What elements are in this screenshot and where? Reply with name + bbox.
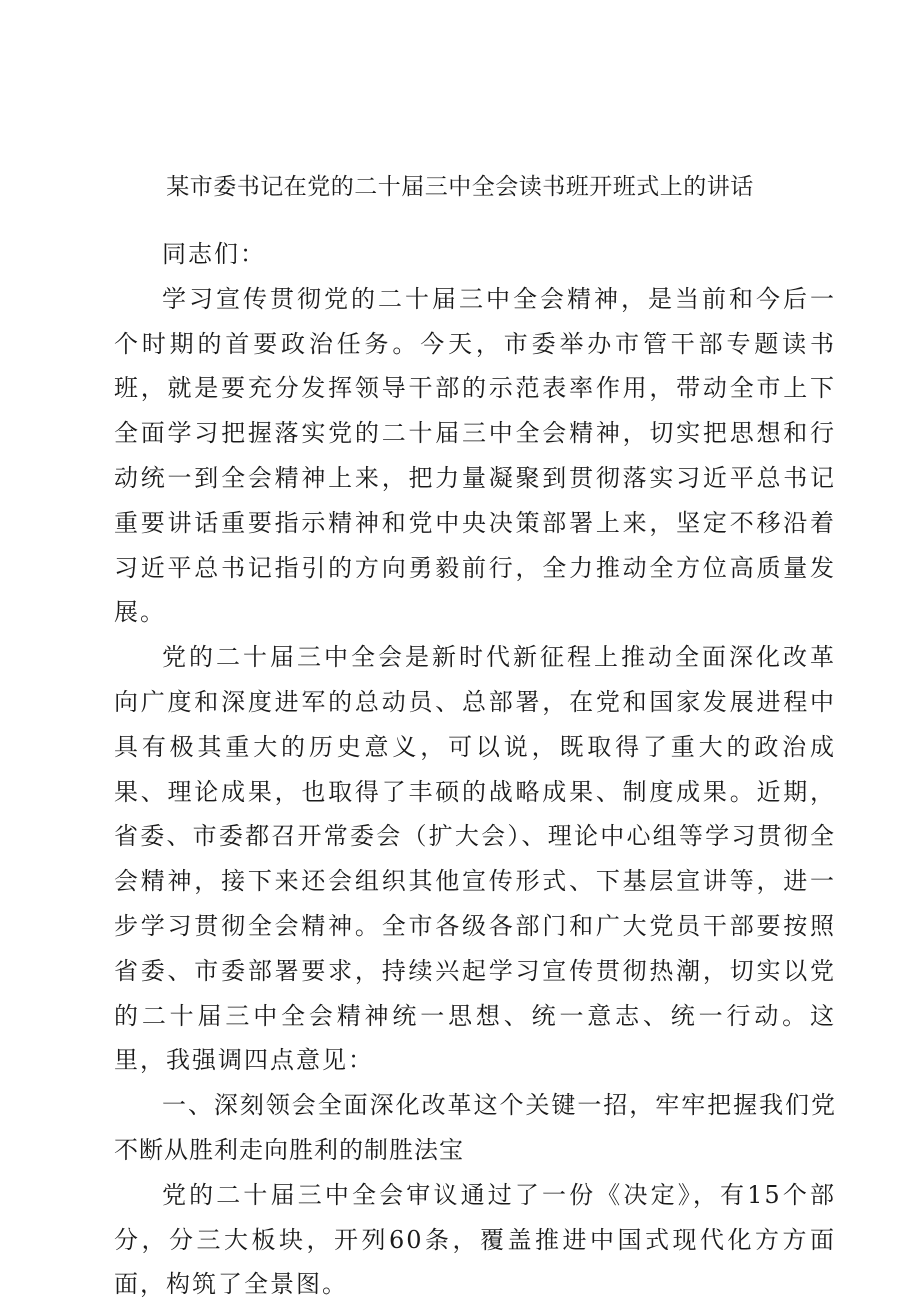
greeting: 同志们：: [162, 240, 266, 268]
section-heading-1: 一、深刻领会全面深化改革这个关键一招，牢牢把握我们党不断从胜利走向胜利的制胜法宝: [114, 1091, 836, 1164]
document-title: 某市委书记在党的二十届三中全会读书班开班式上的讲话: [166, 174, 754, 200]
paragraph-2: 党的二十届三中全会是新时代新征程上推动全面深化改革向广度和深度进军的总动员、总部署，在党和国家发展进程中具有极其重大的历史意义，可以说，既取得了重大的政治成果、理论成果，也取得了丰硕的战略成果、制度成果。近期，省委、市委都召开常委会（扩大会）、理论中心组等学习贯彻全会精神，接下来还会组织其他宣传形式、下基层宣讲等，进一步学习贯彻全会精神。全市各级各部门和广大党员干部要按照省委、市委部署要求，持续兴起学习宣传贯彻热潮，切实以党的二十届三中全会精神统一思想、统一意志、统一行动。这里，我强调四点意见：: [114, 643, 836, 1075]
document-body: [114, 232, 836, 1307]
paragraph-3: 党的二十届三中全会审议通过了一份《决定》，有15个部分，分三大板块，开列60条，覆盖推进中国式现代化方方面面，构筑了全景图。: [114, 1180, 836, 1299]
paragraph-1: 学习宣传贯彻党的二十届三中全会精神，是当前和今后一个时期的首要政治任务。今天，市委举办市管干部专题读书班，就是要充分发挥领导干部的示范表率作用，带动全市上下全面学习把握落实党的二十届三中全会精神，切实把思想和行动统一到全会精神上来，把力量凝聚到贯彻落实习近平总书记重要讲话重要指示精神和党中央决策部署上来，坚定不移沿着习近平总书记指引的方向勇毅前行，全力推动全方位高质量发展。: [114, 284, 836, 627]
